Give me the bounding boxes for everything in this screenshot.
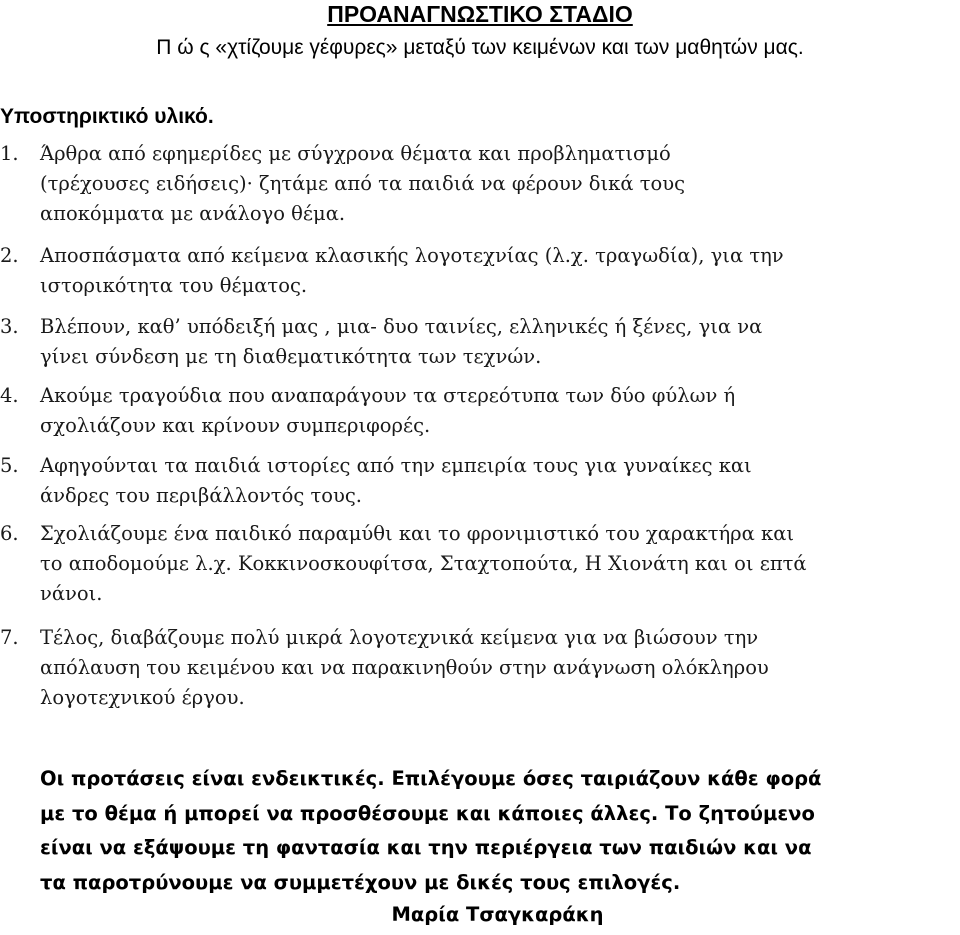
page-title: ΠΡΟΑΝΑΓΝΩΣΤΙΚΟ ΣΤΑΔΙΟ xyxy=(327,1,633,27)
list-item-number: 4. xyxy=(0,384,19,407)
list-item xyxy=(0,241,960,301)
list-item-text: Ακούμε τραγούδια που αναπαράγουν τα στερεότυπα των δύο φύλων ή σχολιάζουν και κρίνουν συμπεριφορές. xyxy=(40,384,736,437)
author-name: Μαρία Τσαγκαράκη xyxy=(391,903,604,926)
list-item-number: 7. xyxy=(0,626,19,649)
list-item-number: 3. xyxy=(0,315,19,338)
list-item-number: 2. xyxy=(0,244,19,267)
list-item-number: 6. xyxy=(0,522,19,545)
list-item xyxy=(0,312,960,372)
section-heading: Υποστηρικτικό υλικό. xyxy=(0,105,214,128)
list-item-number: 5. xyxy=(0,454,19,477)
list-item-text: Άρθρα από εφημερίδες με σύγχρονα θέματα και προβληματισμό (τρέχουσες ειδήσεις)· ζητάμε από τα παιδιά να φέρουν δικά τους αποκόμματα με ανάλογο θέμα. xyxy=(40,142,686,225)
list-item xyxy=(0,139,960,229)
list-item-text: Βλέπουν, καθ’ υπόδειξή μας , μια- δυο ταινίες, ελληνικές ή ξένες, για να γίνει σύνδεση με τη διαθεματικότητα των τεχνών. xyxy=(40,315,763,368)
page-subtitle: Π ώ ς «χτίζουμε γέφυρες» μεταξύ των κειμένων και των μαθητών μας. xyxy=(156,36,804,59)
closing-note: Οι προτάσεις είναι ενδεικτικές. Επιλέγουμε όσες ταιριάζουν κάθε φορά με το θέμα ή μπορεί να προσθέσουμε και κάποιες άλλες. Το ζητούμενο είναι να εξάψουμε τη φαντασία και την περιέργεια των παιδιών και να τα παροτρύνουμε να συμμετέχουν με δικές τους επιλογές. xyxy=(40,767,822,894)
list-item xyxy=(0,519,960,609)
list-item xyxy=(0,623,960,713)
list-item-text: Τέλος, διαβάζουμε πολύ μικρά λογοτεχνικά κείμενα για να βιώσουν την απόλαυση του κειμένου και να παρακινηθούν στην ανάγνωση ολόκληρου λογοτεχνικού έργου. xyxy=(40,626,769,709)
list-item-text: Σχολιάζουμε ένα παιδικό παραμύθι και το φρονιμιστικό του χαρακτήρα και το αποδομούμε λ.χ. Κοκκινοσκουφίτσα, Σταχτοπούτα, Η Χιονάτη και οι επτά νάνοι. xyxy=(40,522,807,605)
list-item-number: 1. xyxy=(0,142,19,165)
list-item xyxy=(0,381,960,441)
list-item xyxy=(0,451,960,511)
list-item-text: Αφηγούνται τα παιδιά ιστορίες από την εμπειρία τους για γυναίκες και άνδρες του περιβάλλοντός τους. xyxy=(40,454,752,507)
list-item-text: Αποσπάσματα από κείμενα κλασικής λογοτεχνίας (λ.χ. τραγωδία), για την ιστορικότητα του θέματος. xyxy=(40,244,784,297)
